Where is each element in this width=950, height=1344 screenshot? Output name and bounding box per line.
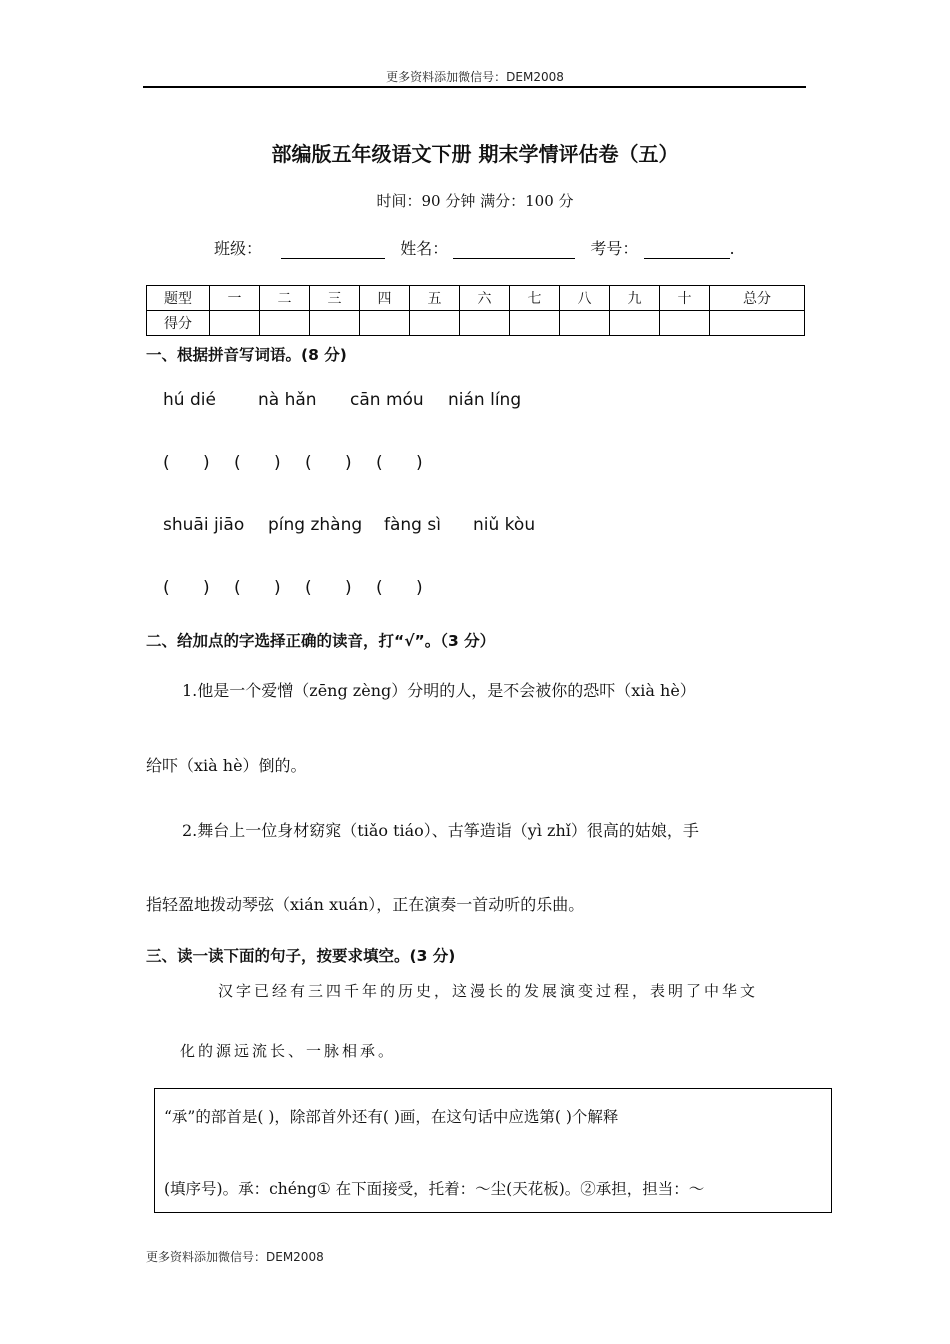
answer-paren-open: ( — [305, 453, 312, 473]
fill-in-box — [154, 1088, 832, 1213]
answer-paren-close: ) — [274, 578, 281, 598]
answer-paren-open: ( — [234, 578, 241, 598]
answer-paren-open: ( — [376, 453, 383, 473]
class-blank[interactable] — [281, 240, 385, 259]
section2-q1-line1: 1.他是一个爱憎（zēng zèng）分明的人，是不会被你的恐吓（xià hè） — [182, 681, 696, 700]
score-cell[interactable] — [560, 311, 610, 336]
answer-paren-open: ( — [376, 578, 383, 598]
answer-paren-open: ( — [163, 453, 170, 473]
answer-paren-open: ( — [305, 578, 312, 598]
score-header-cell: 一 — [210, 286, 260, 311]
section2-q2-line2: 指轻盈地拨动琴弦（xián xuán），正在演奏一首动听的乐曲。 — [146, 895, 585, 914]
class-label: 班级： — [214, 239, 263, 258]
answer-paren-close: ) — [416, 578, 423, 598]
score-cell[interactable] — [260, 311, 310, 336]
exam-time-score: 时间：90 分钟 满分：100 分 — [376, 192, 574, 210]
score-header-cell: 六 — [460, 286, 510, 311]
score-cell[interactable] — [210, 311, 260, 336]
answer-paren-close: ) — [345, 578, 352, 598]
answer-paren-close: ) — [203, 578, 210, 598]
answer-paren-open: ( — [234, 453, 241, 473]
pinyin-item: píng zhàng — [268, 515, 363, 535]
score-header-cell: 七 — [510, 286, 560, 311]
pinyin-item: niǔ kòu — [473, 515, 536, 535]
section2-q2-line1: 2.舞台上一位身材窈窕（tiǎo tiáo）、古筝造诣（yì zhǐ）很高的姑娘，手 — [182, 821, 699, 840]
answer-paren-close: ) — [274, 453, 281, 473]
score-header-cell: 八 — [560, 286, 610, 311]
name-blank[interactable] — [453, 240, 575, 259]
section3-heading: 三、读一读下面的句子，按要求填空。(3 分) — [146, 947, 456, 965]
answer-paren-close: ) — [345, 453, 352, 473]
answer-paren-open: ( — [163, 578, 170, 598]
fill-in-box-line1: “承”的部首是( )，除部首外还有( )画，在这句话中应选第( )个解释 — [164, 1108, 619, 1126]
score-cell[interactable] — [360, 311, 410, 336]
section1-heading: 一、根据拼音写词语。(8 分) — [146, 346, 347, 364]
score-cell[interactable] — [460, 311, 510, 336]
score-header-cell: 四 — [360, 286, 410, 311]
page-footer-note: 更多资料添加微信号：DEM2008 — [146, 1250, 324, 1264]
pinyin-item: hú dié — [163, 390, 216, 410]
section3-sentence-line2: 化的源远流长、一脉相承。 — [180, 1042, 397, 1060]
score-header-cell: 九 — [610, 286, 660, 311]
score-row-label: 得分 — [147, 311, 210, 336]
section2-heading: 二、给加点的字选择正确的读音，打“√”。（3 分） — [146, 632, 496, 650]
pinyin-item: shuāi jiāo — [163, 515, 245, 535]
score-header-cell: 题型 — [147, 286, 210, 311]
exam-no-blank[interactable] — [644, 240, 730, 259]
score-cell[interactable] — [710, 311, 805, 336]
score-cell[interactable] — [410, 311, 460, 336]
score-table — [146, 285, 805, 336]
pinyin-item: nà hǎn — [258, 390, 317, 410]
pinyin-item: nián líng — [448, 390, 522, 410]
score-table-score-row — [147, 311, 805, 336]
score-cell[interactable] — [610, 311, 660, 336]
score-header-cell: 二 — [260, 286, 310, 311]
exam-title: 部编版五年级语文下册 期末学情评估卷（五） — [271, 142, 679, 166]
header-rule — [143, 86, 806, 88]
answer-paren-close: ) — [203, 453, 210, 473]
score-header-cell: 十 — [660, 286, 710, 311]
name-label: 姓名： — [400, 239, 449, 258]
answer-paren-close: ) — [416, 453, 423, 473]
student-info-row — [214, 236, 735, 259]
pinyin-item: fàng sì — [384, 515, 441, 535]
score-cell[interactable] — [310, 311, 360, 336]
fill-in-box-line2: (填序号)。承：chéng① 在下面接受，托着：～尘(天花板)。②承担，担当：～ — [164, 1180, 705, 1198]
page-header-note: 更多资料添加微信号：DEM2008 — [386, 70, 564, 84]
score-table-header-row — [147, 286, 805, 311]
score-cell[interactable] — [660, 311, 710, 336]
section2-q1-line2: 给吓（xià hè）倒的。 — [146, 756, 307, 775]
pinyin-item: cān móu — [350, 390, 424, 410]
score-cell[interactable] — [510, 311, 560, 336]
exam-no-label: 考号： — [590, 239, 639, 258]
score-header-cell: 三 — [310, 286, 360, 311]
score-header-cell: 总分 — [710, 286, 805, 311]
info-end-mark: . — [729, 239, 735, 258]
section3-sentence-line1: 汉字已经有三四千年的历史，这漫长的发展演变过程，表明了中华文 — [218, 982, 759, 1000]
score-header-cell: 五 — [410, 286, 460, 311]
